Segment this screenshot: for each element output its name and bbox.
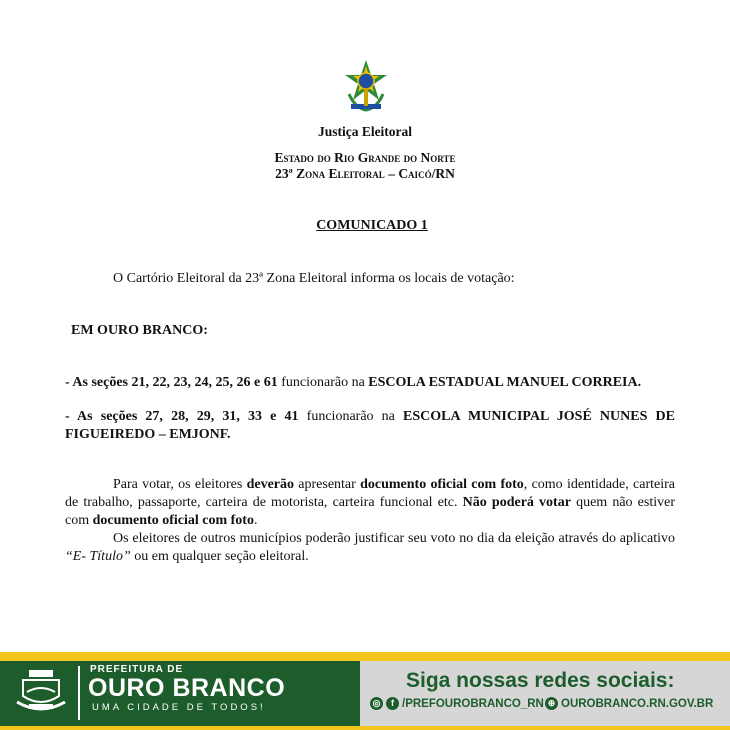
website-url: OUROBRANCO.RN.GOV.BR xyxy=(561,697,714,710)
social-handle-link[interactable] xyxy=(370,697,544,710)
text-run: . xyxy=(253,513,258,528)
bold-run: deverão xyxy=(246,477,295,492)
prefeitura-label: PREFEITURA DE xyxy=(90,664,184,675)
city-slogan: UMA CIDADE DE TODOS! xyxy=(92,702,266,713)
text-run: Os eleitores de outros municípios poderão justificar seu voto no dia da eleição através do aplicativo xyxy=(113,531,675,546)
yellow-stripe xyxy=(0,652,730,661)
coat-of-arms-icon xyxy=(343,58,389,116)
divider xyxy=(78,666,80,720)
section-prefix: - As xyxy=(65,409,101,424)
text-run: , como identidade, carteira de trabalho, passaporte, carteira de motorista, carteira funcional etc. xyxy=(65,477,676,510)
city-name: OURO BRANCO xyxy=(88,674,286,702)
document-title: COMUNICADO 1 xyxy=(316,218,428,233)
institution-name: Justiça Eleitoral xyxy=(317,124,413,139)
section-numbers: seções 27, 28, 29, 31, 33 e 41 xyxy=(100,409,299,424)
footer-banner xyxy=(0,652,730,730)
school-name: ESCOLA MUNICIPAL JOSÉ NUNES DE FIGUEIREDO – EMJONF. xyxy=(65,409,675,442)
section-prefix: - As xyxy=(65,375,92,390)
state-name: Estado do Rio Grande do Norte xyxy=(274,150,456,165)
voting-requirements-paragraph xyxy=(65,476,675,530)
section-numbers: seções 21, 22, 23, 24, 25, 26 e 61 xyxy=(91,375,278,390)
bold-run: Não poderá votar xyxy=(462,495,571,510)
electoral-zone: 23ª Zona Eleitoral – Caicó/RN xyxy=(275,166,455,181)
text-run: ou em qualquer seção eleitoral. xyxy=(130,549,309,564)
text-run: quem não estiver com xyxy=(65,495,675,528)
facebook-icon: f xyxy=(386,697,399,710)
panel-diagonal xyxy=(290,661,350,730)
section-middle: funcionarão na xyxy=(277,375,369,390)
website-link[interactable] xyxy=(545,697,713,710)
text-run: Para votar, os eleitores xyxy=(113,477,247,492)
intro-text: O Cartório Eleitoral da 23ª Zona Eleitoral informa os locais de votação: xyxy=(113,271,515,286)
school-name: ESCOLA ESTADUAL MANUEL CORREIA. xyxy=(368,375,642,390)
instagram-icon: ◎ xyxy=(370,697,383,710)
bold-run: documento oficial com foto xyxy=(92,513,254,528)
follow-heading: Siga nossas redes sociais: xyxy=(406,669,675,692)
section-middle: funcionarão na xyxy=(298,409,404,424)
bottom-stripe xyxy=(0,726,730,730)
place-heading: EM OURO BRANCO: xyxy=(71,323,208,338)
section-item-2 xyxy=(65,408,675,444)
globe-icon: ⊕ xyxy=(545,697,558,710)
city-crest-icon xyxy=(15,668,67,716)
justification-paragraph xyxy=(65,530,675,566)
text-run: apresentar xyxy=(294,477,361,492)
bold-run: documento oficial com foto xyxy=(360,477,524,492)
italic-run: “E- Título” xyxy=(65,549,131,564)
section-item-1 xyxy=(65,374,675,392)
social-handle: /PREFOUROBRANCO_RN xyxy=(402,697,544,710)
